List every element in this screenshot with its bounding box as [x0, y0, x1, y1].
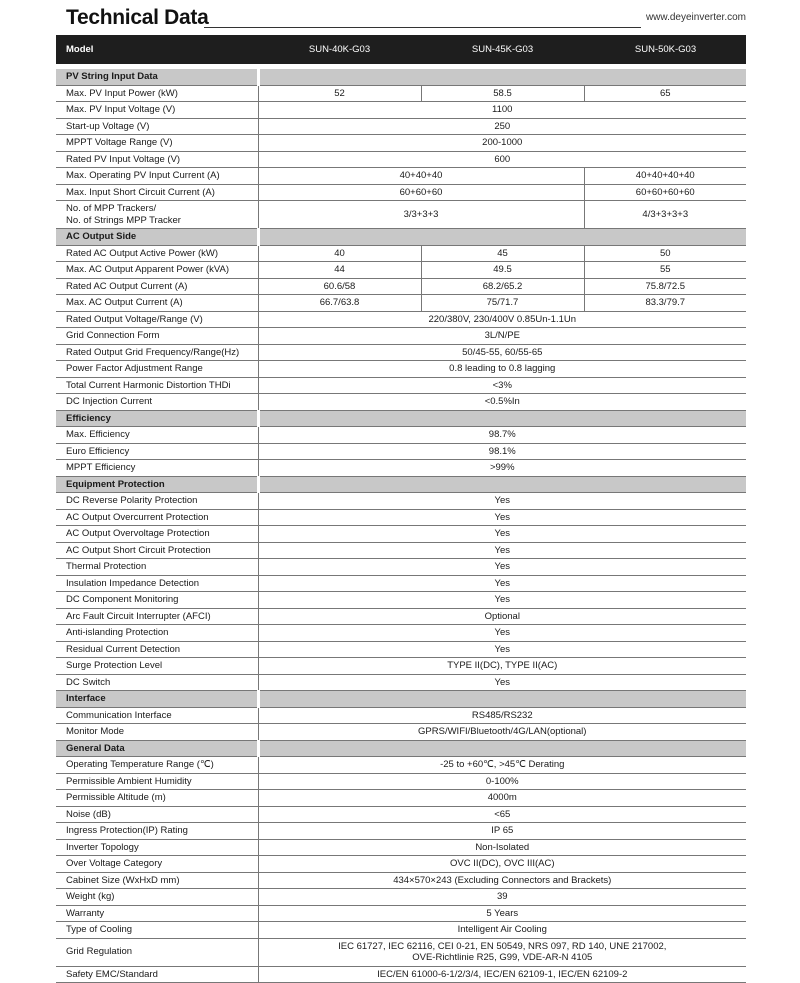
table-row — [56, 707, 746, 724]
table-row — [56, 773, 746, 790]
table-row — [56, 625, 746, 642]
row-value: 98.1% — [258, 443, 746, 460]
row-value: Yes — [258, 592, 746, 609]
row-value: 60.6/58 — [258, 278, 421, 295]
table-row — [56, 278, 746, 295]
row-label: AC Output Overcurrent Protection — [56, 509, 258, 526]
table-row — [56, 872, 746, 889]
row-label: Rated AC Output Active Power (kW) — [56, 245, 258, 262]
row-value: 75/71.7 — [421, 295, 584, 312]
row-value: 44 — [258, 262, 421, 279]
table-row — [56, 295, 746, 312]
row-label: Rated AC Output Current (A) — [56, 278, 258, 295]
table-row — [56, 856, 746, 873]
row-label: DC Switch — [56, 674, 258, 691]
section-header-fill — [258, 229, 746, 246]
section-title: Equipment Protection — [56, 476, 258, 493]
table-row — [56, 394, 746, 411]
table-row — [56, 966, 746, 983]
section-header-pv-string-input-data — [56, 69, 746, 85]
section-title: General Data — [56, 740, 258, 757]
row-value: IEC 61727, IEC 62116, CEI 0-21, EN 50549, NRS 097, RD 140, UNE 217002, OVE-Richtlinie R25, G99, VDE-AR-N 4105 — [258, 938, 746, 966]
row-value: Yes — [258, 526, 746, 543]
row-label: Max. AC Output Current (A) — [56, 295, 258, 312]
row-label: AC Output Overvoltage Protection — [56, 526, 258, 543]
row-value: 50 — [584, 245, 746, 262]
table-row — [56, 460, 746, 477]
row-value: Yes — [258, 559, 746, 576]
row-label: Surge Protection Level — [56, 658, 258, 675]
row-value: 58.5 — [421, 85, 584, 102]
row-value: 75.8/72.5 — [584, 278, 746, 295]
model-header-sun-40k: SUN-40K-G03 — [308, 44, 371, 55]
row-value: TYPE II(DC), TYPE II(AC) — [258, 658, 746, 675]
table-row — [56, 790, 746, 807]
table-row — [56, 184, 746, 201]
row-value: Yes — [258, 674, 746, 691]
section-header-interface — [56, 691, 746, 708]
table-header — [56, 35, 746, 64]
row-value: IP 65 — [258, 823, 746, 840]
row-value: 40+40+40+40 — [584, 168, 746, 185]
row-label: Rated Output Grid Frequency/Range(Hz) — [56, 344, 258, 361]
title-bar — [66, 6, 746, 32]
table-row — [56, 443, 746, 460]
table-row — [56, 328, 746, 345]
section-header-ac-output-side — [56, 229, 746, 246]
row-value: Yes — [258, 641, 746, 658]
row-label: Grid Connection Form — [56, 328, 258, 345]
row-value: Optional — [258, 608, 746, 625]
table-row — [56, 151, 746, 168]
table-row — [56, 724, 746, 741]
table-row — [56, 85, 746, 102]
row-value: 39 — [258, 889, 746, 906]
row-value: RS485/RS232 — [258, 707, 746, 724]
row-label: MPPT Efficiency — [56, 460, 258, 477]
row-value: 3/3+3+3 — [258, 201, 584, 229]
title-divider — [204, 27, 641, 28]
table-row — [56, 361, 746, 378]
row-label: Grid Regulation — [56, 938, 258, 966]
table-row — [56, 658, 746, 675]
row-value: Yes — [258, 493, 746, 510]
row-label: Max. PV Input Voltage (V) — [56, 102, 258, 119]
row-value: <3% — [258, 377, 746, 394]
row-label: Communication Interface — [56, 707, 258, 724]
row-value: >99% — [258, 460, 746, 477]
row-label: DC Component Monitoring — [56, 592, 258, 609]
table-row — [56, 427, 746, 444]
table-row — [56, 806, 746, 823]
row-value: 68.2/65.2 — [421, 278, 584, 295]
section-title: Interface — [56, 691, 258, 708]
row-value: 5 Years — [258, 905, 746, 922]
row-label: Ingress Protection(IP) Rating — [56, 823, 258, 840]
section-header-fill — [258, 410, 746, 427]
section-title: PV String Input Data — [56, 69, 258, 85]
row-value: Yes — [258, 509, 746, 526]
row-label: Permissible Ambient Humidity — [56, 773, 258, 790]
row-label: DC Reverse Polarity Protection — [56, 493, 258, 510]
website-url[interactable]: www.deyeinverter.com — [645, 12, 746, 23]
row-value: 98.7% — [258, 427, 746, 444]
row-value: 200-1000 — [258, 135, 746, 152]
row-label: Monitor Mode — [56, 724, 258, 741]
row-label: Max. PV Input Power (kW) — [56, 85, 258, 102]
model-header-sun-50k: SUN-50K-G03 — [634, 44, 697, 55]
section-header-fill — [258, 691, 746, 708]
table-row — [56, 592, 746, 609]
row-label: Max. Operating PV Input Current (A) — [56, 168, 258, 185]
row-value: 0-100% — [258, 773, 746, 790]
row-value: <65 — [258, 806, 746, 823]
table-row — [56, 168, 746, 185]
row-label: No. of MPP Trackers/ No. of Strings MPP Tracker — [56, 201, 258, 229]
table-row — [56, 542, 746, 559]
row-label: Weight (kg) — [56, 889, 258, 906]
model-column-header: Model — [66, 44, 94, 55]
table-row — [56, 823, 746, 840]
table-row — [56, 262, 746, 279]
row-label: Residual Current Detection — [56, 641, 258, 658]
spec-table — [56, 69, 746, 983]
row-label: Cabinet Size (WxHxD mm) — [56, 872, 258, 889]
model-header-sun-45k: SUN-45K-G03 — [471, 44, 534, 55]
row-value: Yes — [258, 625, 746, 642]
row-label: Total Current Harmonic Distortion THDi — [56, 377, 258, 394]
section-header-equipment-protection — [56, 476, 746, 493]
row-value: 49.5 — [421, 262, 584, 279]
row-value: 55 — [584, 262, 746, 279]
row-value: 434×570×243 (Excluding Connectors and Brackets) — [258, 872, 746, 889]
table-row — [56, 377, 746, 394]
row-value: 60+60+60+60 — [584, 184, 746, 201]
table-row — [56, 245, 746, 262]
page-title: Technical Data — [66, 6, 209, 29]
table-row — [56, 922, 746, 939]
row-value: 0.8 leading to 0.8 lagging — [258, 361, 746, 378]
row-label: Power Factor Adjustment Range — [56, 361, 258, 378]
row-label: Type of Cooling — [56, 922, 258, 939]
table-row — [56, 344, 746, 361]
row-value: Non-Isolated — [258, 839, 746, 856]
row-value: IEC/EN 61000-6-1/2/3/4, IEC/EN 62109-1, IEC/EN 62109-2 — [258, 966, 746, 983]
row-value: 40 — [258, 245, 421, 262]
row-label: Rated PV Input Voltage (V) — [56, 151, 258, 168]
row-label: Noise (dB) — [56, 806, 258, 823]
row-value: 52 — [258, 85, 421, 102]
table-row — [56, 526, 746, 543]
table-row — [56, 102, 746, 119]
section-title: Efficiency — [56, 410, 258, 427]
table-row — [56, 493, 746, 510]
row-label: Safety EMC/Standard — [56, 966, 258, 983]
row-label: Operating Temperature Range (℃) — [56, 757, 258, 774]
row-label: Anti-islanding Protection — [56, 625, 258, 642]
table-row — [56, 889, 746, 906]
section-header-fill — [258, 476, 746, 493]
row-label: Max. Input Short Circuit Current (A) — [56, 184, 258, 201]
row-label: AC Output Short Circuit Protection — [56, 542, 258, 559]
row-label: Over Voltage Category — [56, 856, 258, 873]
table-row — [56, 839, 746, 856]
row-value: Intelligent Air Cooling — [258, 922, 746, 939]
row-label: Insulation Impedance Detection — [56, 575, 258, 592]
table-row — [56, 575, 746, 592]
row-value: 50/45-55, 60/55-65 — [258, 344, 746, 361]
row-value: 65 — [584, 85, 746, 102]
table-row — [56, 135, 746, 152]
table-row — [56, 509, 746, 526]
row-value: GPRS/WIFI/Bluetooth/4G/LAN(optional) — [258, 724, 746, 741]
row-value: 60+60+60 — [258, 184, 584, 201]
row-label: Rated Output Voltage/Range (V) — [56, 311, 258, 328]
row-label: Euro Efficiency — [56, 443, 258, 460]
row-value: 220/380V, 230/400V 0.85Un-1.1Un — [258, 311, 746, 328]
row-value: 250 — [258, 118, 746, 135]
row-value: <0.5%In — [258, 394, 746, 411]
row-label: Max. AC Output Apparent Power (kVA) — [56, 262, 258, 279]
row-value: Yes — [258, 542, 746, 559]
row-value: 4000m — [258, 790, 746, 807]
table-row — [56, 608, 746, 625]
row-value: 66.7/63.8 — [258, 295, 421, 312]
row-value: 4/3+3+3+3 — [584, 201, 746, 229]
table-row — [56, 201, 746, 229]
row-label: Start-up Voltage (V) — [56, 118, 258, 135]
row-label: Max. Efficiency — [56, 427, 258, 444]
row-label: Warranty — [56, 905, 258, 922]
row-value: -25 to +60℃, >45℃ Derating — [258, 757, 746, 774]
row-value: 1100 — [258, 102, 746, 119]
table-row — [56, 938, 746, 966]
table-row — [56, 641, 746, 658]
table-row — [56, 311, 746, 328]
row-value: 600 — [258, 151, 746, 168]
row-label: DC Injection Current — [56, 394, 258, 411]
row-value: 3L/N/PE — [258, 328, 746, 345]
table-row — [56, 559, 746, 576]
row-value: Yes — [258, 575, 746, 592]
row-value: 83.3/79.7 — [584, 295, 746, 312]
table-row — [56, 118, 746, 135]
table-row — [56, 674, 746, 691]
row-label: MPPT Voltage Range (V) — [56, 135, 258, 152]
row-label: Arc Fault Circuit Interrupter (AFCI) — [56, 608, 258, 625]
section-header-fill — [258, 69, 746, 85]
row-label: Inverter Topology — [56, 839, 258, 856]
table-row — [56, 905, 746, 922]
section-title: AC Output Side — [56, 229, 258, 246]
table-row — [56, 757, 746, 774]
section-header-general-data — [56, 740, 746, 757]
row-label: Permissible Altitude (m) — [56, 790, 258, 807]
row-value: 40+40+40 — [258, 168, 584, 185]
section-header-fill — [258, 740, 746, 757]
section-header-efficiency — [56, 410, 746, 427]
row-value: OVC II(DC), OVC III(AC) — [258, 856, 746, 873]
row-label: Thermal Protection — [56, 559, 258, 576]
row-value: 45 — [421, 245, 584, 262]
